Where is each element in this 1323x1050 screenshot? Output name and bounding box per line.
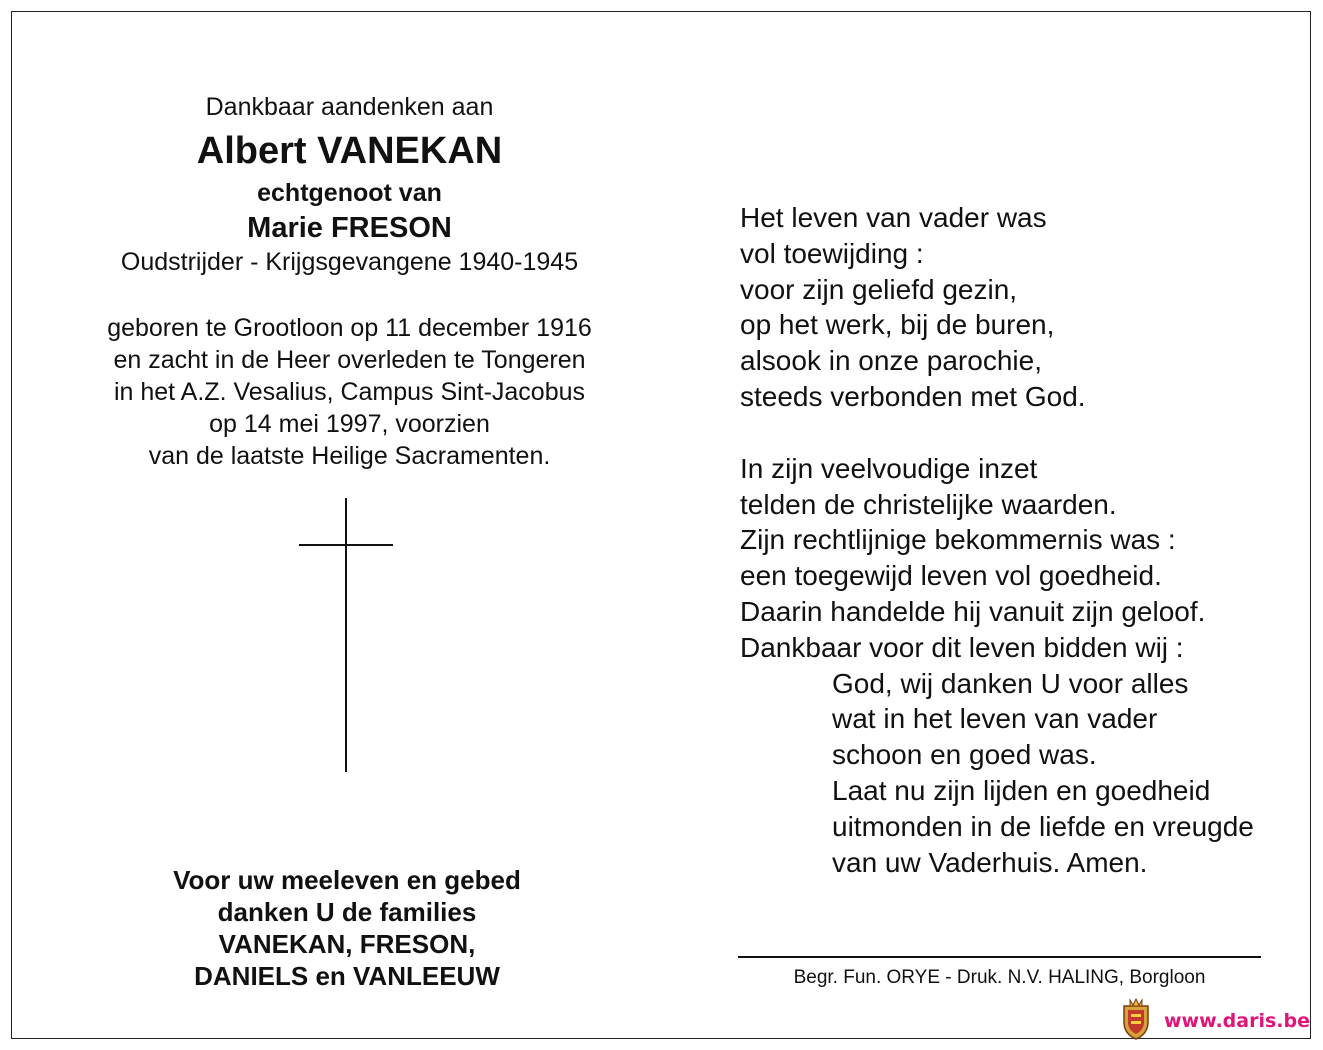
poem-line: vol toewijding :	[740, 237, 924, 269]
thanks-line: Voor uw meeleven en gebed	[173, 865, 521, 895]
poem-line: op het werk, bij de buren,	[740, 309, 1055, 341]
poem-line: Zijn rechtlijnige bekommernis was :	[740, 524, 1176, 556]
poem-line: alsook in onze parochie,	[740, 345, 1042, 377]
prayer-line: uitmonden in de liefde en vreugde	[832, 810, 1254, 842]
bio-line: in het A.Z. Vesalius, Campus Sint-Jacobus	[113, 378, 586, 406]
memorial-card	[11, 11, 1311, 1039]
deceased-name: Albert VANEKAN	[196, 130, 503, 172]
thanks-block	[112, 864, 582, 992]
bio-line: op 14 mei 1997, voorzien	[209, 410, 490, 438]
divider-rule	[738, 956, 1261, 958]
thanks-line: danken U de families	[217, 897, 477, 927]
bio-line: en zacht in de Heer overleden te Tongeren	[113, 346, 586, 374]
poem-line: In zijn veelvoudige inzet	[740, 452, 1038, 484]
heraldic-crest-icon	[1120, 998, 1152, 1040]
prayer-line: wat in het leven van vader	[832, 703, 1158, 735]
poem-line: Dankbaar voor dit leven bidden wij :	[740, 631, 1184, 663]
bio-line: van de laatste Heilige Sacramenten.	[148, 442, 551, 470]
prayer-line: schoon en goed was.	[832, 739, 1097, 771]
poem-line: een toegewijd leven vol goedheid.	[740, 560, 1162, 592]
poem-line: voor zijn geliefd gezin,	[740, 273, 1018, 305]
thanks-line: DANIELS en VANLEEUW	[194, 961, 500, 991]
poem-line: Daarin handelde hij vanuit zijn geloof.	[740, 595, 1206, 627]
spouse-intro: echtgenoot van	[257, 179, 442, 207]
prayer-line: van uw Vaderhuis. Amen.	[832, 846, 1148, 878]
left-panel	[72, 90, 627, 472]
poem-panel	[740, 200, 1300, 880]
bio-line: geboren te Grootloon op 11 december 1916	[107, 314, 592, 342]
spouse-name: Marie FRESON	[247, 212, 452, 244]
prayer-line: Laat nu zijn lijden en goedheid	[832, 774, 1211, 806]
intro-text: Dankbaar aandenken aan	[205, 93, 494, 121]
poem-line: Het leven van vader was	[740, 202, 1047, 233]
poem-line: steeds verbonden met God.	[740, 380, 1086, 412]
printer-credit: Begr. Fun. ORYE - Druk. N.V. HALING, Borgloon	[793, 967, 1206, 988]
watermark-text[interactable]: www.daris.be	[1164, 1010, 1310, 1032]
poem-line: telden de christelijke waarden.	[740, 488, 1117, 520]
veteran-title: Oudstrijder - Krijgsgevangene 1940-1945	[120, 248, 579, 276]
thanks-line: VANEKAN, FRESON,	[218, 929, 476, 959]
prayer-line: God, wij danken U voor alles	[832, 667, 1189, 699]
